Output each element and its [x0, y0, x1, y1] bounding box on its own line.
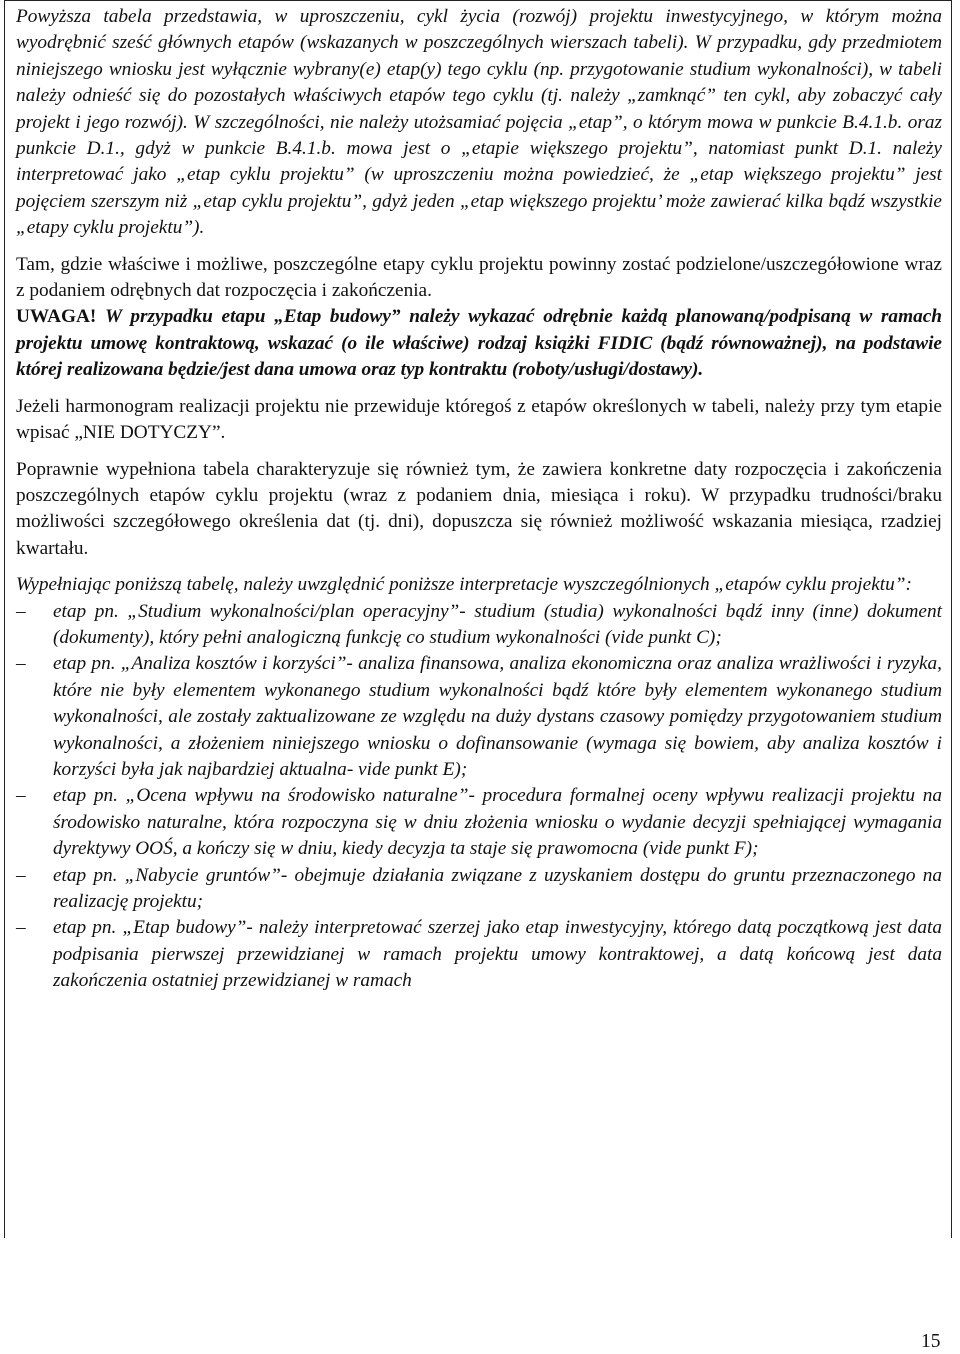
dash-bullet: –	[16, 917, 26, 939]
stages-text: Tam, gdzie właściwe i możliwe, poszczególne etapy cyklu projektu powinny zostać podzielone/uszczegółowione wraz z podaniem odrębnych dat rozpoczęcia i zakończenia.	[16, 253, 942, 302]
list-item: – etap pn. „Ocena wpływu na środowisko naturalne”- procedura formalnej oceny wpływu realizacji projektu na środowisko naturalne, która rozpoczyna się w dniu złożenia wniosku o wydanie decyzji spełniającej wymagania dyrektywy OOŚ, a kończy się w dniu, kiedy decyzja ta staje się prawomocna (vide punkt F);	[16, 785, 942, 860]
page-number: 15	[921, 1331, 941, 1352]
dates-paragraph: Poprawnie wypełniona tabela charakteryzuje się również tym, że zawiera konkretne daty rozpoczęcia i zakończenia poszczególnych etapów cyklu projektu (wraz z podaniem dnia, miesiąca i roku). W przypadku trudności/braku możliwości szczegółowego określenia dat (tj. dni), dopuszcza się również możliwość wskazania miesiąca, rzadziej kwartału.	[16, 458, 942, 559]
list-item: – etap pn. „Studium wykonalności/plan operacyjny”- studium (studia) wykonalności bądź inny (inne) dokument (dokumenty), który pełni analogiczną funkcję co studium wykonalności (vide punkt C);	[16, 600, 942, 648]
dash-bullet: –	[16, 785, 26, 807]
dash-bullet: –	[16, 864, 26, 886]
interpretation-paragraph: Wypełniając poniższą tabelę, należy uwzględnić poniższe interpretacje wyszczególnionych „etapów cyklu projektu”:	[16, 574, 912, 596]
intro-paragraph: Powyższa tabela przedstawia, w uproszczeniu, cykl życia (rozwój) projektu inwestycyjnego, w którym można wyodrębnić sześć głównych etapów (wskazanych w poszczególnych wierszach tabeli). W przypadku, gdy przedmiotem niniejszego wniosku jest wyłącznie wybrany(e) etap(y) tego cyklu (np. przygotowanie studium wykonalności), w tabeli należy odnieść się do pozostałych właściwych etapów tego cyklu (tj. należy „zamknąć” ten cykl, aby zobaczyć cały projekt i jego rozwój). W szczególności, nie należy utożsamiać pojęcia „etap”, o którym mowa w punkcie B.4.1.b. oraz punkcie D.1., gdyż w punkcie B.4.1.b. mowa jest o „etapie większego projektu”, natomiast punkt D.1. należy interpretować jako „etap cyklu projektu” (w uproszczeniu można powiedzieć, że „etap większego projektu” jest pojęciem szerszym niż „etap cyklu projektu”, gdyż jeden „etap większego projektu’ może zawierać kilka bądź wszystkie „etapy cyklu projektu”).	[16, 6, 942, 239]
page-content	[5, 1, 951, 995]
warning-text: W przypadku etapu „Etap budowy” należy wykazać odrębnie każdą planowaną/podpisaną w ramach projektu umowę kontraktową, wskazać (o ile właściwe) rodzaj książki FIDIC (bądź równoważnej), na podstawie której realizowana będzie/jest dana umowa oraz typ kontraktu (roboty/usługi/dostawy).	[16, 306, 942, 381]
stage-list	[16, 599, 942, 995]
stages-paragraph	[16, 252, 942, 384]
list-item: – etap pn. „Nabycie gruntów”- obejmuje działania związane z uzyskaniem dostępu do gruntu przeznaczonego na realizację projektu;	[16, 864, 942, 912]
warning-label: UWAGA!	[16, 306, 97, 328]
list-item: – etap pn. „Etap budowy”- należy interpretować szerzej jako etap inwestycyjny, którego datą początkową jest data podpisania pierwszej przewidzianej w ramach projektu umowy kontraktowej, a datą końcową jest data zakończenia ostatniej przewidzianej w ramach	[16, 917, 942, 992]
dash-bullet: –	[16, 600, 26, 622]
dash-bullet: –	[16, 653, 26, 675]
not-applicable-paragraph: Jeżeli harmonogram realizacji projektu nie przewiduje któregoś z etapów określonych w tabeli, należy przy tym etapie wpisać „NIE DOTYCZY”.	[16, 395, 942, 444]
list-item: – etap pn. „Analiza kosztów i korzyści”- analiza finansowa, analiza ekonomiczna oraz analiza wrażliwości i ryzyka, które nie były elementem wykonanego studium wykonalności bądź które były elementem wykonanego studium wykonalności, ale zostały zaktualizowane ze względu na duży dystans czasowy pomiędzy przygotowaniem studium wykonalności, a złożeniem niniejszego wniosku o dofinansowanie (wymaga się bowiem, aby analiza kosztów i korzyści była jak najbardziej aktualna- vide punkt E);	[16, 653, 942, 780]
text-frame	[4, 0, 952, 1238]
